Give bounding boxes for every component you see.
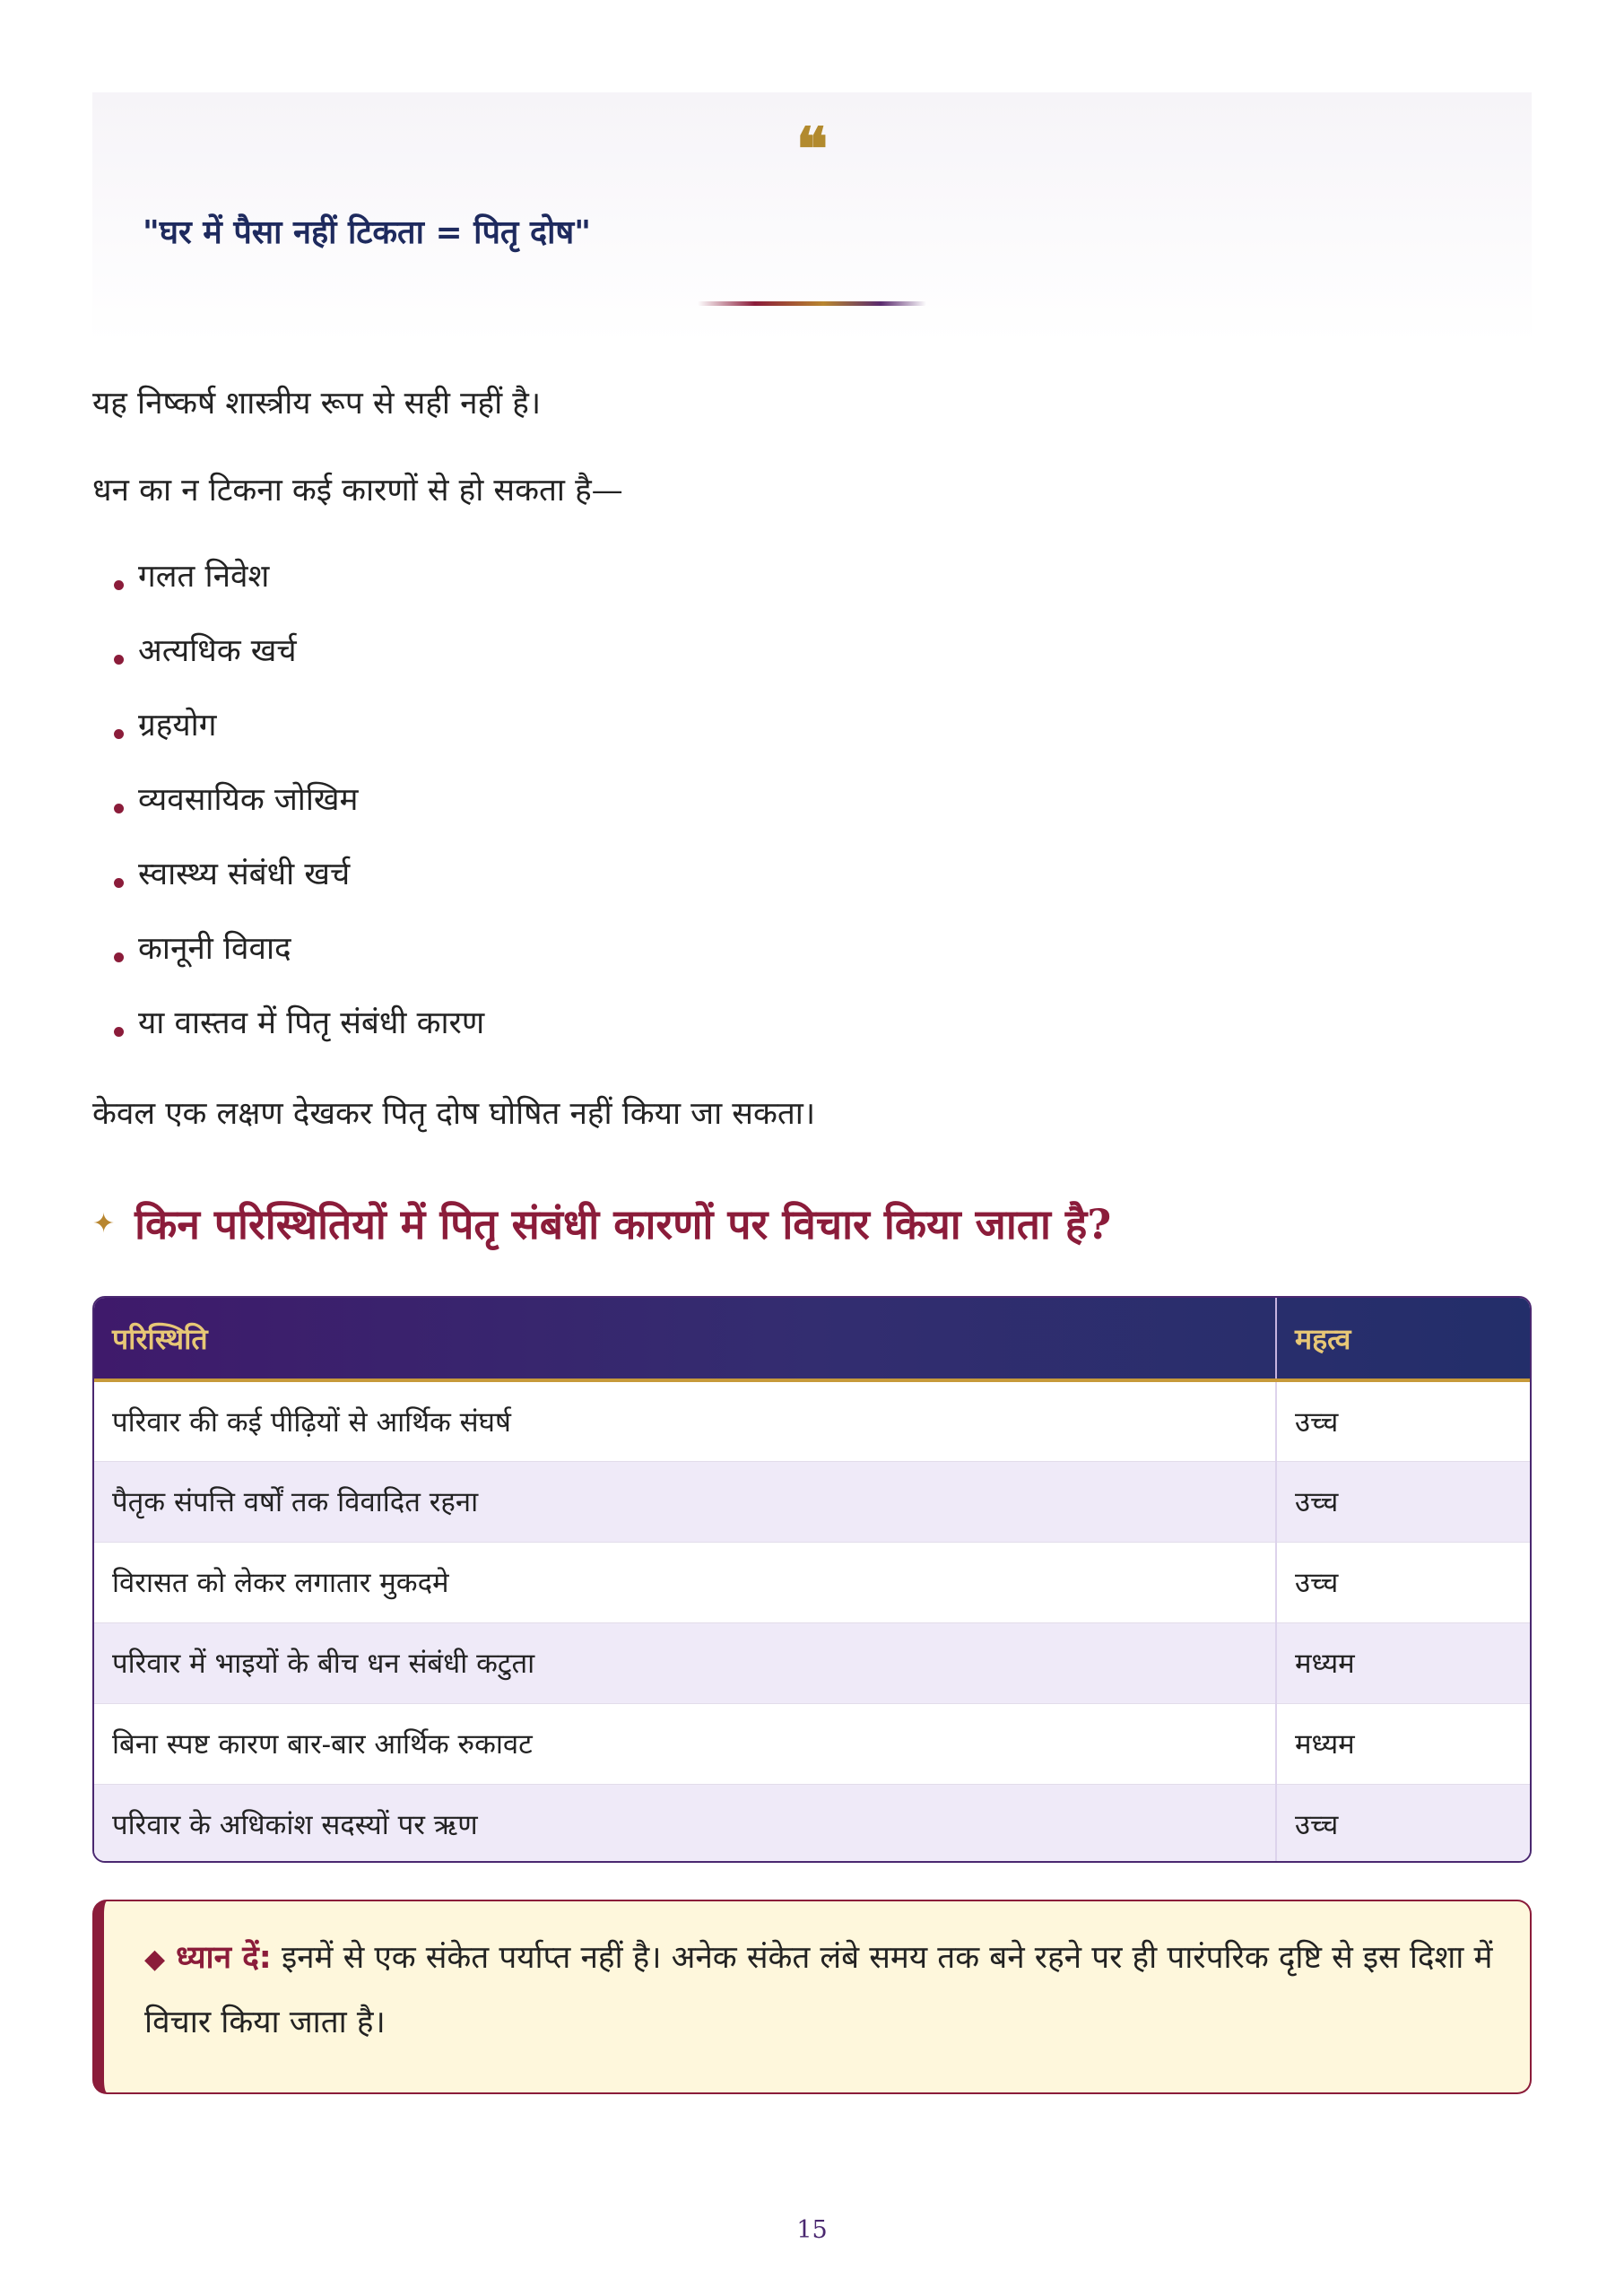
table-header-row xyxy=(94,1298,1530,1380)
cell-situation: परिवार की कई पीढ़ियों से आर्थिक संघर्ष xyxy=(112,1405,511,1439)
section-heading xyxy=(92,1196,1111,1251)
column-header-importance: महत्व xyxy=(1276,1298,1530,1380)
list-item: कानूनी विवाद xyxy=(109,926,484,1001)
cell-importance: मध्यम xyxy=(1276,1622,1530,1703)
bullet-icon xyxy=(114,878,124,888)
cell-importance: उच्च xyxy=(1276,1784,1530,1863)
table-row xyxy=(94,1461,1530,1542)
bullet-icon xyxy=(114,729,124,739)
cell-situation: विरासत को लेकर लगातार मुकदमे xyxy=(112,1567,449,1599)
table-row xyxy=(94,1622,1530,1703)
cell-situation: परिवार के अधिकांश सदस्यों पर ऋण xyxy=(112,1809,478,1842)
quote-icon: ❝ xyxy=(795,114,829,184)
cell-situation: परिवार में भाइयों के बीच धन संबंधी कटुता xyxy=(112,1648,535,1680)
cell-importance: उच्च xyxy=(1276,1380,1530,1461)
column-header-situation: परिस्थिति xyxy=(112,1321,208,1356)
list-item: ग्रहयोग xyxy=(109,703,484,778)
cell-importance: उच्च xyxy=(1276,1542,1530,1622)
table-row xyxy=(94,1784,1530,1863)
situations-table xyxy=(92,1296,1532,1863)
list-item: व्यवसायिक जोखिम xyxy=(109,778,484,852)
bullet-icon xyxy=(114,804,124,813)
page-number: 15 xyxy=(796,2216,828,2244)
star-icon: ✦ xyxy=(92,1207,116,1239)
list-item: स्वास्थ्य संबंधी खर्च xyxy=(109,852,484,926)
bullet-icon xyxy=(114,952,124,962)
quote-text: "घर में पैसा नहीं टिकता = पितृ दोष" xyxy=(143,214,591,251)
list-item: या वास्तव में पितृ संबंधी कारण xyxy=(109,1001,484,1075)
reasons-list xyxy=(109,554,484,1075)
cell-situation: पैतृक संपत्ति वर्षों तक विवादित रहना xyxy=(112,1486,479,1518)
diamond-icon: ◆ xyxy=(144,1944,166,1975)
note-text: इनमें से एक संकेत पर्याप्त नहीं है। अनेक संकेत लंबे समय तक बने रहने पर ही पारंपरिक दृष्टि से इस दिशा में विचार किया जाता है। xyxy=(144,1940,1493,2040)
paragraph-conclusion-note: केवल एक लक्षण देखकर पितृ दोष घोषित नहीं किया जा सकता। xyxy=(92,1096,816,1132)
paragraph-conclusion: यह निष्कर्ष शास्त्रीय रूप से सही नहीं है। xyxy=(92,386,542,422)
attention-note xyxy=(92,1900,1532,2094)
table-row xyxy=(94,1703,1530,1784)
note-body xyxy=(144,1926,1503,2054)
cell-situation: बिना स्पष्ट कारण बार-बार आर्थिक रुकावट xyxy=(112,1728,533,1761)
list-item: अत्यधिक खर्च xyxy=(109,629,484,703)
cell-importance: मध्यम xyxy=(1276,1703,1530,1784)
table-row xyxy=(94,1542,1530,1622)
section-heading-text: किन परिस्थितियों में पितृ संबंधी कारणों पर विचार किया जाता है? xyxy=(135,1200,1112,1248)
cell-importance: उच्च xyxy=(1276,1461,1530,1542)
bullet-icon xyxy=(114,1027,124,1037)
bullet-icon xyxy=(114,580,124,590)
quote-divider xyxy=(698,301,926,306)
paragraph-reasons-intro: धन का न टिकना कई कारणों से हो सकता है— xyxy=(92,473,623,509)
quote-box xyxy=(92,92,1532,344)
list-item: गलत निवेश xyxy=(109,554,484,629)
table-row xyxy=(94,1380,1530,1461)
bullet-icon xyxy=(114,655,124,665)
note-label: ध्यान दें: xyxy=(176,1940,272,1976)
